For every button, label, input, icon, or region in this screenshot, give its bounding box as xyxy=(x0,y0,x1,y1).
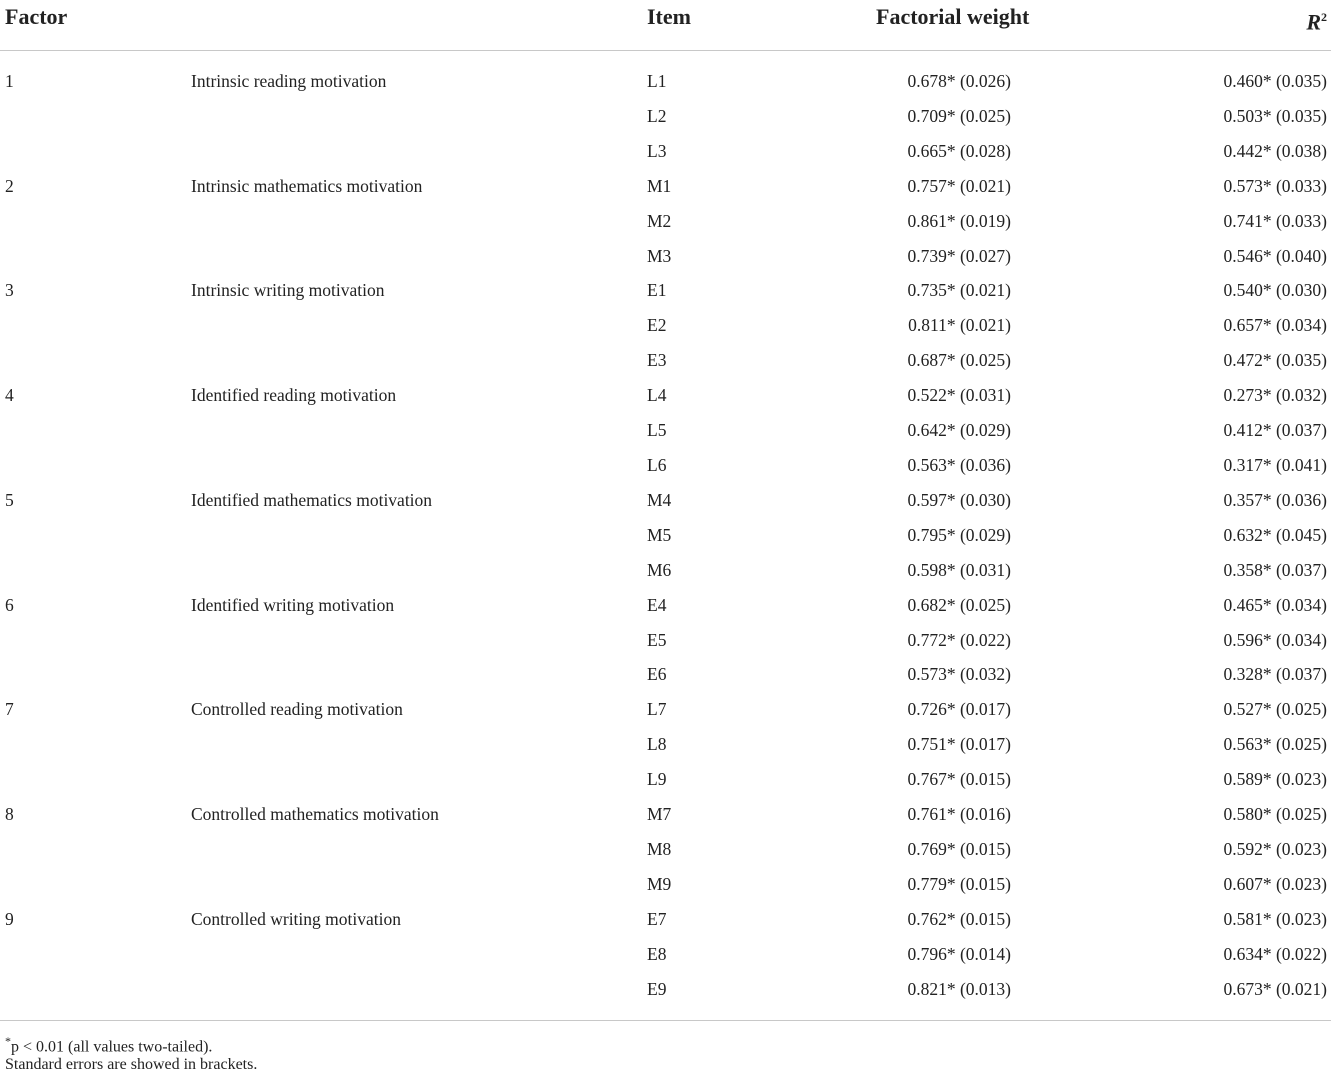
factor-number-cell: 4 xyxy=(5,385,14,406)
item-cell: M3 xyxy=(647,245,672,266)
table-row xyxy=(0,239,1331,274)
factor-name-cell: Identified reading motivation xyxy=(191,385,397,406)
r-squared-cell: 0.563* (0.025) xyxy=(1223,734,1327,755)
factor-number-cell: 2 xyxy=(5,175,14,196)
header-factor: Factor xyxy=(5,4,68,29)
item-cell: M9 xyxy=(647,873,672,894)
header-factorial-weight: Factorial weight xyxy=(876,4,1030,29)
table-row xyxy=(0,518,1331,553)
footnote-significance-text: p < 0.01 (all values two-tailed). xyxy=(11,1038,213,1056)
r-squared-cell: 0.573* (0.033) xyxy=(1223,175,1327,196)
factor-number-cell: 5 xyxy=(5,489,14,510)
footer-rule xyxy=(0,1020,1331,1021)
table-row xyxy=(0,588,1331,623)
factor-name-cell: Controlled mathematics motivation xyxy=(191,804,439,825)
r-squared-cell: 0.358* (0.037) xyxy=(1223,559,1327,580)
table-row xyxy=(0,657,1331,692)
table-row xyxy=(0,64,1331,99)
r-squared-cell: 0.580* (0.025) xyxy=(1223,804,1327,825)
factorial-weight-cell: 0.678* (0.026) xyxy=(907,71,1011,91)
table-row xyxy=(0,169,1331,204)
factor-name-cell: Controlled writing motivation xyxy=(191,908,401,929)
factorial-weight-cell: 0.772* (0.022) xyxy=(907,629,1011,650)
r-squared-cell: 0.273* (0.032) xyxy=(1223,385,1327,406)
factorial-weight-cell: 0.665* (0.028) xyxy=(907,140,1011,161)
factor-name-cell: Controlled reading motivation xyxy=(191,699,403,720)
table-row xyxy=(0,99,1331,134)
item-cell: L1 xyxy=(647,71,667,91)
factorial-weight-cell: 0.762* (0.015) xyxy=(907,908,1011,929)
factorial-weight-cell: 0.726* (0.017) xyxy=(907,699,1011,720)
factor-name-cell: Identified mathematics motivation xyxy=(191,489,433,510)
item-cell: E3 xyxy=(647,350,667,371)
header-rule xyxy=(0,50,1331,51)
item-cell: M8 xyxy=(647,838,672,859)
factorial-weight-cell: 0.761* (0.016) xyxy=(907,804,1011,825)
table-row xyxy=(0,623,1331,658)
item-cell: M5 xyxy=(647,524,672,545)
table-row xyxy=(0,134,1331,169)
r-squared-cell: 0.741* (0.033) xyxy=(1223,210,1327,231)
r-squared-cell: 0.527* (0.025) xyxy=(1223,699,1327,720)
factorial-weight-cell: 0.735* (0.021) xyxy=(907,280,1011,301)
footnote-star: * xyxy=(5,1034,11,1048)
table-row xyxy=(0,413,1331,448)
item-cell: M1 xyxy=(647,175,672,196)
factor-name-cell: Intrinsic reading motivation xyxy=(191,71,387,91)
r-squared-cell: 0.589* (0.023) xyxy=(1223,769,1327,790)
factorial-weight-cell: 0.795* (0.029) xyxy=(907,524,1011,545)
factorial-weight-cell: 0.796* (0.014) xyxy=(907,943,1011,964)
table-body xyxy=(0,64,1331,1006)
table-row xyxy=(0,972,1331,1007)
table-row xyxy=(0,797,1331,832)
table-row xyxy=(0,204,1331,239)
item-cell: M4 xyxy=(647,489,672,510)
r-squared-cell: 0.465* (0.034) xyxy=(1223,594,1327,615)
factor-name-cell: Intrinsic mathematics motivation xyxy=(191,175,423,196)
factor-number-cell: 3 xyxy=(5,280,14,301)
r-squared-cell: 0.596* (0.034) xyxy=(1223,629,1327,650)
factorial-weight-cell: 0.861* (0.019) xyxy=(907,210,1011,231)
header-r-squared-sup: 2 xyxy=(1321,10,1327,24)
r-squared-cell: 0.592* (0.023) xyxy=(1223,838,1327,859)
item-cell: L5 xyxy=(647,420,667,441)
table-row xyxy=(0,832,1331,867)
factorial-weight-cell: 0.769* (0.015) xyxy=(907,838,1011,859)
item-cell: E6 xyxy=(647,664,667,685)
factorial-weight-cell: 0.757* (0.021) xyxy=(907,175,1011,196)
item-cell: E4 xyxy=(647,594,667,615)
factorial-weight-cell: 0.811* (0.021) xyxy=(908,315,1011,336)
table-row xyxy=(0,308,1331,343)
factorial-weight-cell: 0.687* (0.025) xyxy=(907,350,1011,371)
item-cell: E5 xyxy=(647,629,667,650)
item-cell: L2 xyxy=(647,105,667,126)
r-squared-cell: 0.442* (0.038) xyxy=(1223,140,1327,161)
factorial-weight-cell: 0.821* (0.013) xyxy=(907,978,1011,999)
r-squared-cell: 0.472* (0.035) xyxy=(1223,350,1327,371)
item-cell: M7 xyxy=(647,804,672,825)
table-row xyxy=(0,727,1331,762)
table-row xyxy=(0,692,1331,727)
r-squared-cell: 0.328* (0.037) xyxy=(1223,664,1327,685)
table-row xyxy=(0,902,1331,937)
item-cell: E1 xyxy=(647,280,667,301)
item-cell: L4 xyxy=(647,385,667,406)
footnote-standard-errors: Standard errors are showed in brackets. xyxy=(5,1056,258,1073)
table-row xyxy=(0,937,1331,972)
header-r-squared xyxy=(1306,2,1327,37)
factorial-weight-cell: 0.597* (0.030) xyxy=(907,489,1011,510)
r-squared-cell: 0.460* (0.035) xyxy=(1223,71,1327,91)
table-row xyxy=(0,273,1331,308)
table-row xyxy=(0,378,1331,413)
factor-name-cell: Identified writing motivation xyxy=(191,594,395,615)
r-squared-cell: 0.632* (0.045) xyxy=(1223,524,1327,545)
table-row xyxy=(0,762,1331,797)
table-row xyxy=(0,483,1331,518)
factorial-weight-cell: 0.642* (0.029) xyxy=(907,420,1011,441)
factorial-weight-cell: 0.573* (0.032) xyxy=(907,664,1011,685)
factor-number-cell: 6 xyxy=(5,594,14,615)
factor-number-cell: 8 xyxy=(5,804,14,825)
r-squared-cell: 0.634* (0.022) xyxy=(1223,943,1327,964)
factorial-weight-cell: 0.751* (0.017) xyxy=(907,734,1011,755)
item-cell: L9 xyxy=(647,769,667,790)
table-row xyxy=(0,343,1331,378)
item-cell: E9 xyxy=(647,978,667,999)
table-row xyxy=(0,448,1331,483)
r-squared-cell: 0.581* (0.023) xyxy=(1223,908,1327,929)
r-squared-cell: 0.540* (0.030) xyxy=(1223,280,1327,301)
factorial-weight-cell: 0.709* (0.025) xyxy=(907,105,1011,126)
r-squared-cell: 0.317* (0.041) xyxy=(1223,454,1327,475)
item-cell: E2 xyxy=(647,315,667,336)
factor-number-cell: 7 xyxy=(5,699,14,720)
r-squared-cell: 0.607* (0.023) xyxy=(1223,873,1327,894)
factorial-weight-cell: 0.598* (0.031) xyxy=(907,559,1011,580)
factor-number-cell: 1 xyxy=(5,71,14,91)
factor-number-cell: 9 xyxy=(5,908,14,929)
factor-name-cell: Intrinsic writing motivation xyxy=(191,280,385,301)
item-cell: L3 xyxy=(647,140,667,161)
factorial-weight-cell: 0.779* (0.015) xyxy=(907,873,1011,894)
header-r-squared-base: R xyxy=(1306,9,1321,35)
item-cell: L7 xyxy=(647,699,667,720)
item-cell: L8 xyxy=(647,734,667,755)
item-cell: L6 xyxy=(647,454,667,475)
item-cell: M2 xyxy=(647,210,672,231)
r-squared-cell: 0.657* (0.034) xyxy=(1223,315,1327,336)
factorial-weight-cell: 0.739* (0.027) xyxy=(907,245,1011,266)
item-cell: M6 xyxy=(647,559,672,580)
r-squared-cell: 0.673* (0.021) xyxy=(1223,978,1327,999)
item-cell: E8 xyxy=(647,943,667,964)
header-item: Item xyxy=(647,4,691,29)
r-squared-cell: 0.546* (0.040) xyxy=(1223,245,1327,266)
factorial-weight-cell: 0.522* (0.031) xyxy=(907,385,1011,406)
r-squared-cell: 0.503* (0.035) xyxy=(1223,105,1327,126)
factorial-weight-cell: 0.563* (0.036) xyxy=(907,454,1011,475)
factorial-weight-cell: 0.767* (0.015) xyxy=(907,769,1011,790)
item-cell: E7 xyxy=(647,908,667,929)
r-squared-cell: 0.357* (0.036) xyxy=(1223,489,1327,510)
table-row xyxy=(0,867,1331,902)
table-header xyxy=(0,0,1331,50)
r-squared-cell: 0.412* (0.037) xyxy=(1223,420,1327,441)
table-row xyxy=(0,553,1331,588)
factorial-weight-cell: 0.682* (0.025) xyxy=(907,594,1011,615)
